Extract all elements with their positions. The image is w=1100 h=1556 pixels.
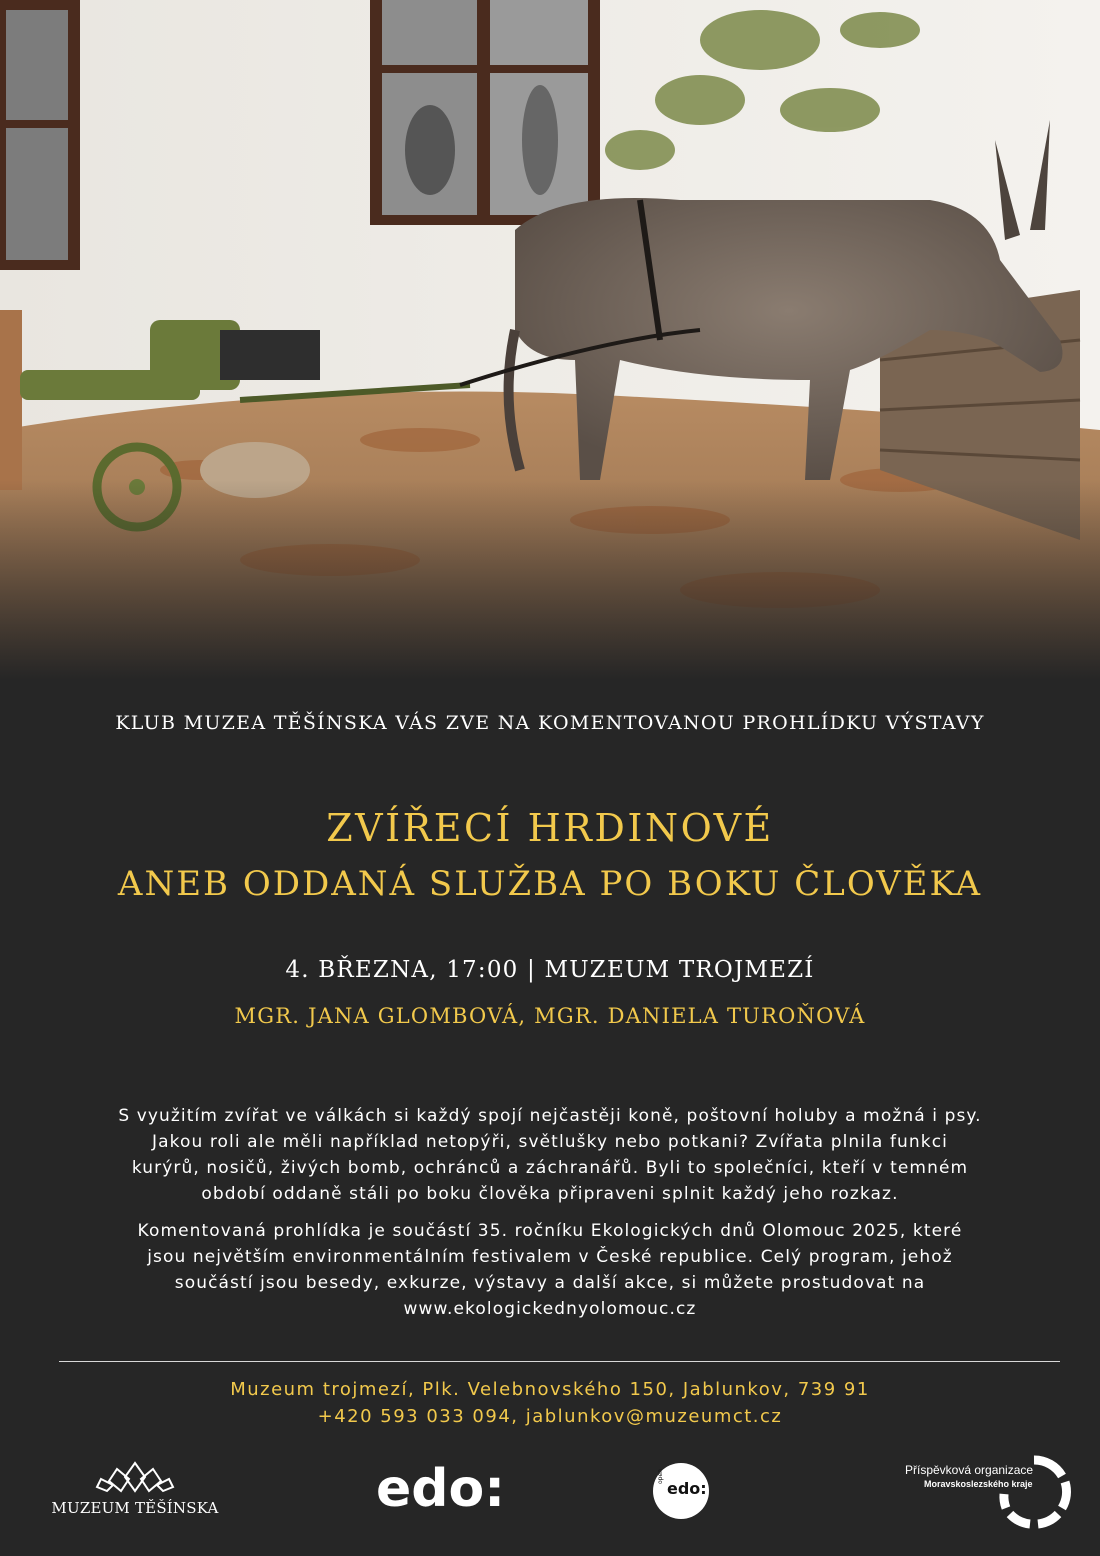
description-paragraph-2: [40, 1218, 1060, 1322]
moravskoslezsky-kraj-logo: [900, 1454, 1072, 1530]
museum-diorama-illustration: [0, 0, 1100, 680]
open-edo-small-text: open: [657, 1469, 664, 1484]
paragraph-line: kurýrů, nosičů, živých bomb, ochránců a záchranářů. Byli to společníci, kteří v temném: [131, 1158, 969, 1178]
footer-contact[interactable]: +420 593 033 094, jablunkov@muzeumct.cz: [317, 1406, 783, 1427]
paragraph-line: jsou největším environmentálním festivalem v České republice. Celý program, jehož: [147, 1247, 953, 1267]
exhibition-subtitle: ANEB ODDANÁ SLUŽBA PO BOKU ČLOVĚKA: [117, 864, 983, 904]
museum-logo-text: MUZEUM TĚŠÍNSKA: [51, 1499, 219, 1517]
lotus-icon: [95, 1457, 175, 1495]
msk-line-1: Příspěvková organizace: [905, 1463, 1034, 1477]
left-window: [0, 0, 80, 270]
msk-line-2: Moravskoslezského kraje: [924, 1479, 1033, 1489]
exhibition-title: ZVÍŘECÍ HRDINOVÉ: [326, 806, 774, 850]
paragraph-line: součástí jsou besedy, exkurze, výstavy a další akce, si můžete prostudovat na: [174, 1273, 926, 1293]
ring-segments-icon: [996, 1454, 1072, 1530]
footer-address: Muzeum trojmezí, Plk. Velebnovského 150, Jablunkov, 739 91: [230, 1379, 870, 1400]
paragraph-line: období oddaně stáli po boku člověka připraveni splnit každý jeho rozkaz.: [201, 1184, 899, 1204]
paragraph-line: Komentovaná prohlídka je součástí 35. ročníku Ekologických dnů Olomouc 2025, které: [137, 1221, 963, 1241]
website-link[interactable]: www.ekologickednyolomouc.cz: [403, 1299, 697, 1319]
paragraph-line: Jakou roli ale měli například netopýři, světlušky nebo potkani? Zvířata plnila funkci: [151, 1132, 949, 1152]
invitation-text: KLUB MUZEA TĚŠÍNSKA VÁS ZVE NA KOMENTOVANOU PROHLÍDKU VÝSTAVY: [115, 712, 985, 734]
open-edo-big-text: edo:: [667, 1479, 707, 1498]
center-window: [370, 0, 600, 225]
event-speakers: MGR. JANA GLOMBOVÁ, MGR. DANIELA TUROŇOVÁ: [234, 1004, 866, 1028]
hero-fade: [0, 480, 1100, 680]
hero-photo: [0, 0, 1100, 680]
edo-logo: edo:: [376, 1459, 506, 1519]
paragraph-line: S využitím zvířat ve válkách si každý spojí nejčastěji koně, poštovní holuby a možná i psy.: [118, 1106, 982, 1126]
description-paragraph-1: [40, 1103, 1060, 1207]
museum-tesinska-logo: [40, 1455, 230, 1525]
open-edo-logo: [653, 1463, 709, 1519]
footer-divider: [59, 1361, 1060, 1362]
wooden-post: [0, 310, 22, 490]
event-date-venue: 4. BŘEZNA, 17:00 | MUZEUM TROJMEZÍ: [285, 957, 815, 983]
